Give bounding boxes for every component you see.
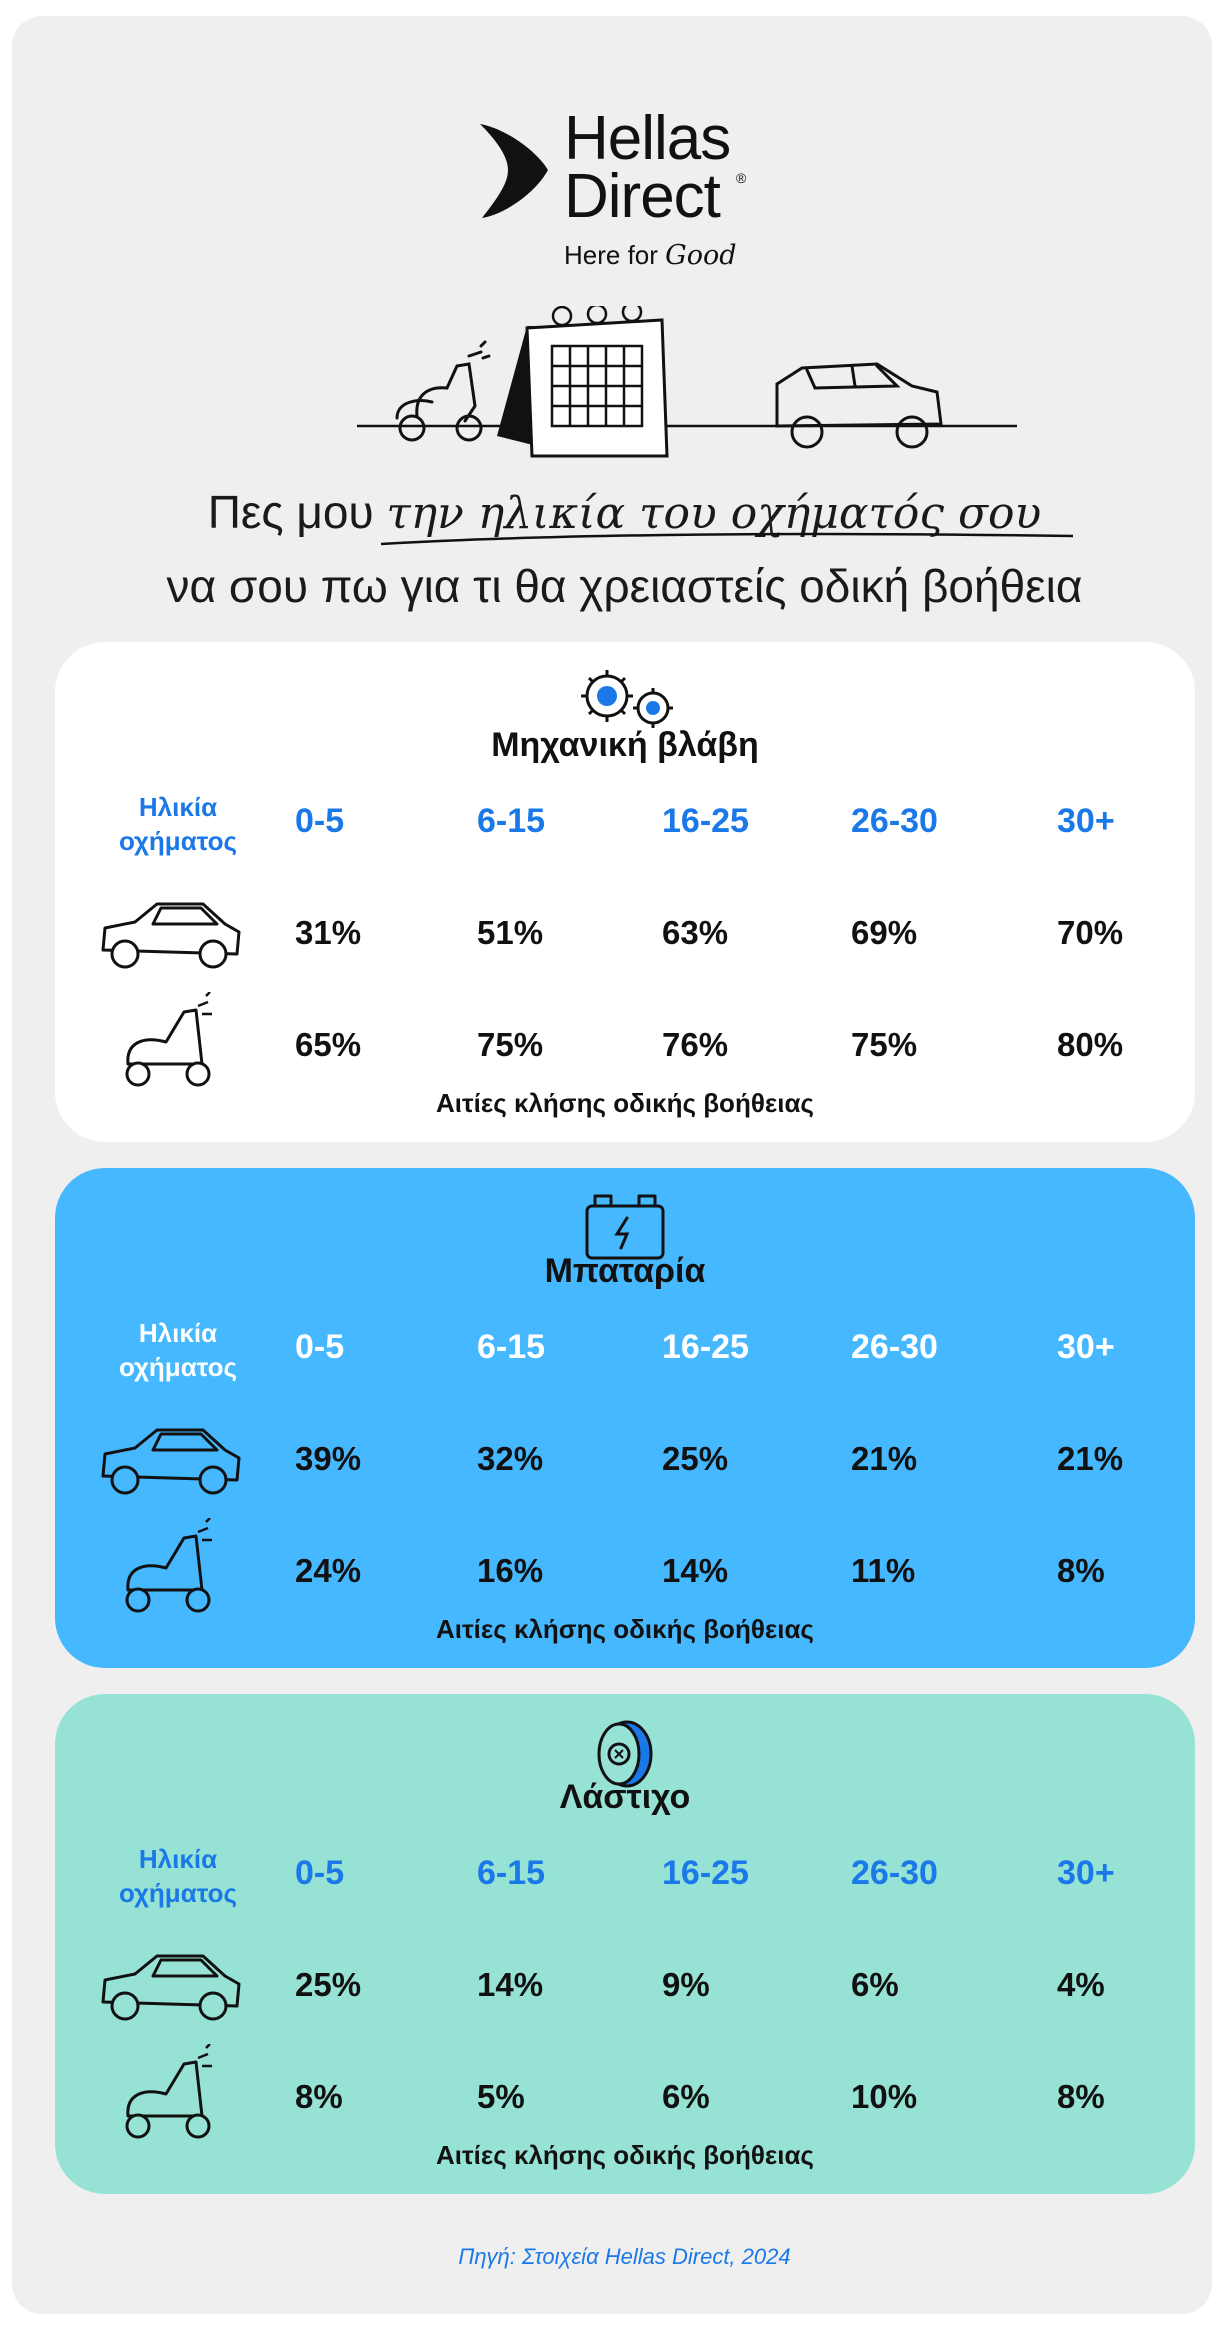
column-header: 30+ <box>1057 1328 1115 1366</box>
column-header: 30+ <box>1057 1854 1115 1892</box>
value-cell: 32% <box>477 1440 544 1477</box>
value-cell: 24% <box>295 1552 362 1589</box>
scooter-icon <box>110 1518 230 1618</box>
card-mechanical-failure <box>55 642 1195 1142</box>
column-header: 6-15 <box>477 802 546 840</box>
age-label <box>103 1842 253 1910</box>
card-battery <box>55 1168 1195 1668</box>
value-cell: 76% <box>662 1026 729 1063</box>
value-cell: 25% <box>662 1440 729 1477</box>
registered-mark: ® <box>736 170 747 186</box>
column-header: 30+ <box>1057 802 1115 840</box>
value-cell: 9% <box>662 1966 710 2003</box>
value-cell: 8% <box>1057 2078 1105 2115</box>
scooter-icon <box>110 992 230 1092</box>
headline-plain: Πες μου <box>207 486 387 538</box>
value-cell: 8% <box>295 2078 343 2115</box>
age-label <box>103 790 253 858</box>
value-cell: 63% <box>662 914 729 951</box>
column-header: 26-30 <box>851 1854 938 1892</box>
age-label-line2: οχήματος <box>119 826 237 856</box>
value-cell: 25% <box>295 1966 362 2003</box>
brand-name <box>564 104 731 231</box>
age-label-line1: Ηλικία <box>138 792 218 822</box>
column-header: 0-5 <box>295 1854 345 1892</box>
scooter-calendar-car-illustration <box>357 306 1017 466</box>
column-header: 16-25 <box>662 1854 749 1892</box>
age-label-line1: Ηλικία <box>138 1844 218 1874</box>
age-label-line2: οχήματος <box>119 1352 237 1382</box>
chevron-logo-icon <box>474 120 552 220</box>
card-title: Λάστιχο <box>559 1778 691 1816</box>
age-label-line2: οχήματος <box>119 1878 237 1908</box>
brand-tagline <box>564 240 737 271</box>
tagline-text: Here for <box>564 240 658 270</box>
car-icon <box>95 1944 245 2024</box>
car-icon <box>95 1418 245 1498</box>
brand-name-line2: Direct <box>564 162 720 231</box>
card-caption: Αιτίες κλήσης οδικής βοήθειας <box>436 1088 814 1118</box>
value-cell: 21% <box>851 1440 918 1477</box>
value-cell: 39% <box>295 1440 362 1477</box>
column-header: 16-25 <box>662 802 749 840</box>
card-title: Μπαταρία <box>544 1252 706 1290</box>
card-caption: Αιτίες κλήσης οδικής βοήθειας <box>436 2140 814 2170</box>
value-cell: 16% <box>477 1552 544 1589</box>
value-cell: 75% <box>477 1026 544 1063</box>
value-cell: 70% <box>1057 914 1124 951</box>
column-header: 16-25 <box>662 1328 749 1366</box>
headline-handwritten: την ηλικία του οχήματός σου <box>386 488 1042 539</box>
value-cell: 31% <box>295 914 362 951</box>
value-cell: 14% <box>477 1966 544 2003</box>
value-cell: 75% <box>851 1026 918 1063</box>
value-cell: 51% <box>477 914 544 951</box>
column-header: 0-5 <box>295 802 345 840</box>
hellas-direct-logo <box>474 100 774 280</box>
column-header: 26-30 <box>851 802 938 840</box>
value-cell: 4% <box>1057 1966 1105 2003</box>
card-tire <box>55 1694 1195 2194</box>
value-cell: 69% <box>851 914 918 951</box>
handwritten-underline <box>377 526 1077 556</box>
value-cell: 8% <box>1057 1552 1105 1589</box>
scooter-icon <box>110 2044 230 2144</box>
column-header: 26-30 <box>851 1328 938 1366</box>
source-note: Πηγή: Στοιχεία Hellas Direct, 2024 <box>458 2244 791 2269</box>
value-cell: 5% <box>477 2078 525 2115</box>
value-cell: 65% <box>295 1026 362 1063</box>
value-cell: 80% <box>1057 1026 1124 1063</box>
tagline-hand: Good <box>665 240 737 271</box>
value-cell: 6% <box>851 1966 899 2003</box>
value-cell: 6% <box>662 2078 710 2115</box>
value-cell: 21% <box>1057 1440 1124 1477</box>
infographic-page <box>12 16 1212 2314</box>
column-header: 0-5 <box>295 1328 345 1366</box>
card-caption: Αιτίες κλήσης οδικής βοήθειας <box>436 1614 814 1644</box>
value-cell: 11% <box>851 1552 916 1589</box>
brand-name-line1: Hellas <box>564 104 731 173</box>
age-label-line1: Ηλικία <box>138 1318 218 1348</box>
column-header: 6-15 <box>477 1854 546 1892</box>
card-title: Μηχανική βλάβη <box>491 726 759 764</box>
value-cell: 10% <box>851 2078 918 2115</box>
age-label <box>103 1316 253 1384</box>
column-header: 6-15 <box>477 1328 546 1366</box>
headline-line2: να σου πω για τι θα χρειαστείς οδική βοήθεια <box>166 560 1083 612</box>
car-icon <box>95 892 245 972</box>
value-cell: 14% <box>662 1552 729 1589</box>
